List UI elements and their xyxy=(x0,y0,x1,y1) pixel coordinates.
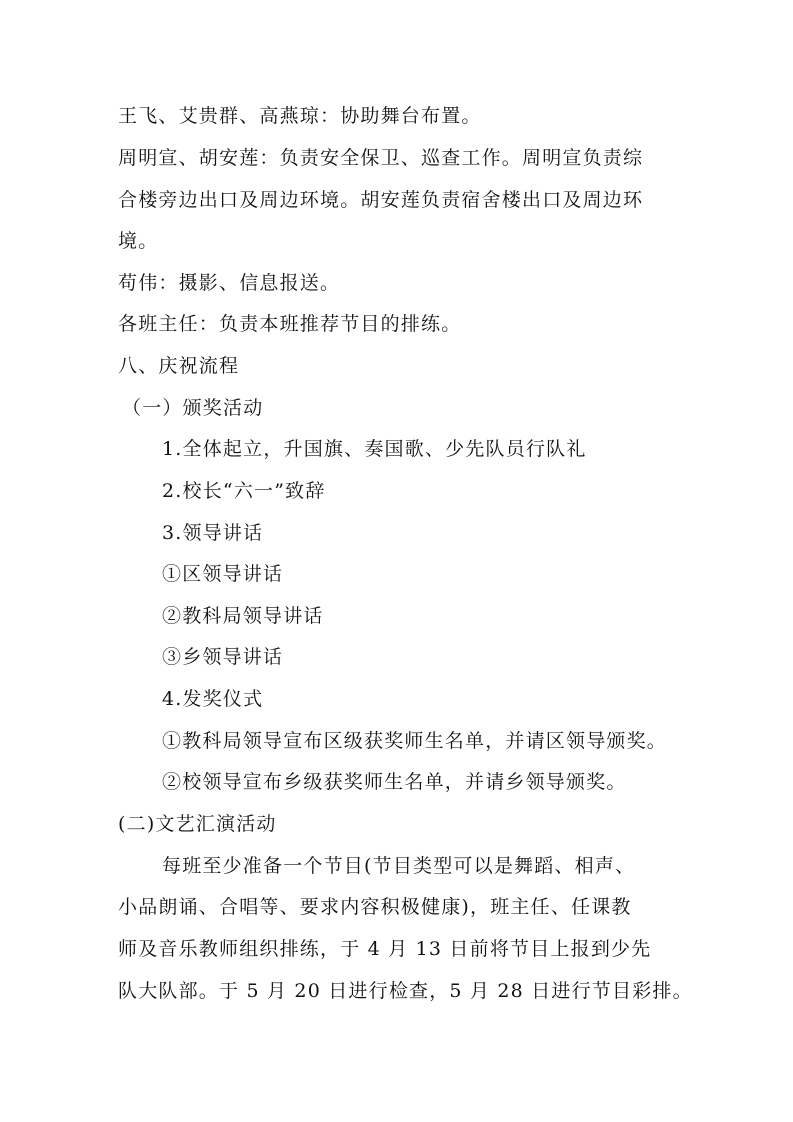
list-subitem: ②教科局领导讲话 xyxy=(162,605,324,627)
text-line: 周明宣、胡安莲：负责安全保卫、巡查工作。周明宣负责综 xyxy=(118,147,644,169)
subsection-heading: (二)文艺汇演活动 xyxy=(118,813,277,835)
paragraph-line: 队大队部。于 5 月 20 日进行检查，5 月 28 日进行节目彩排。 xyxy=(118,980,693,1002)
text-line: 各班主任：负责本班推荐节目的排练。 xyxy=(118,313,462,335)
paragraph-line: 小品朗诵、合唱等、要求内容积极健康)，班主任、任课教 xyxy=(118,896,632,918)
list-subitem: ②校领导宣布乡级获奖师生名单，并请乡领导颁奖。 xyxy=(162,771,627,793)
list-subitem: ①教科局领导宣布区级获奖师生名单，并请区领导颁奖。 xyxy=(162,730,668,752)
text-line: 境。 xyxy=(118,230,159,252)
list-item: 1.全体起立，升国旗、奏国歌、少先队员行队礼 xyxy=(162,438,587,460)
paragraph-line: 每班至少准备一个节目(节目类型可以是舞蹈、相声、 xyxy=(162,855,636,877)
text-line: 合楼旁边出口及周边环境。胡安莲负责宿舍楼出口及周边环 xyxy=(118,189,644,211)
list-subitem: ①区领导讲话 xyxy=(162,563,284,585)
list-item: 4.发奖仪式 xyxy=(162,688,264,710)
list-item: 3.领导讲话 xyxy=(162,522,264,544)
paragraph-line: 师及音乐教师组织排练，于 4 月 13 日前将节目上报到少先 xyxy=(118,938,652,960)
subsection-heading: （一）颁奖活动 xyxy=(122,397,264,419)
text-line: 苟伟：摄影、信息报送。 xyxy=(118,272,341,294)
text-line: 王飞、艾贵群、高燕琼：协助舞台布置。 xyxy=(118,105,482,127)
list-item: 2.校长“六一”致辞 xyxy=(162,480,326,502)
section-heading: 八、庆祝流程 xyxy=(118,355,240,377)
list-subitem: ③乡领导讲话 xyxy=(162,646,284,668)
